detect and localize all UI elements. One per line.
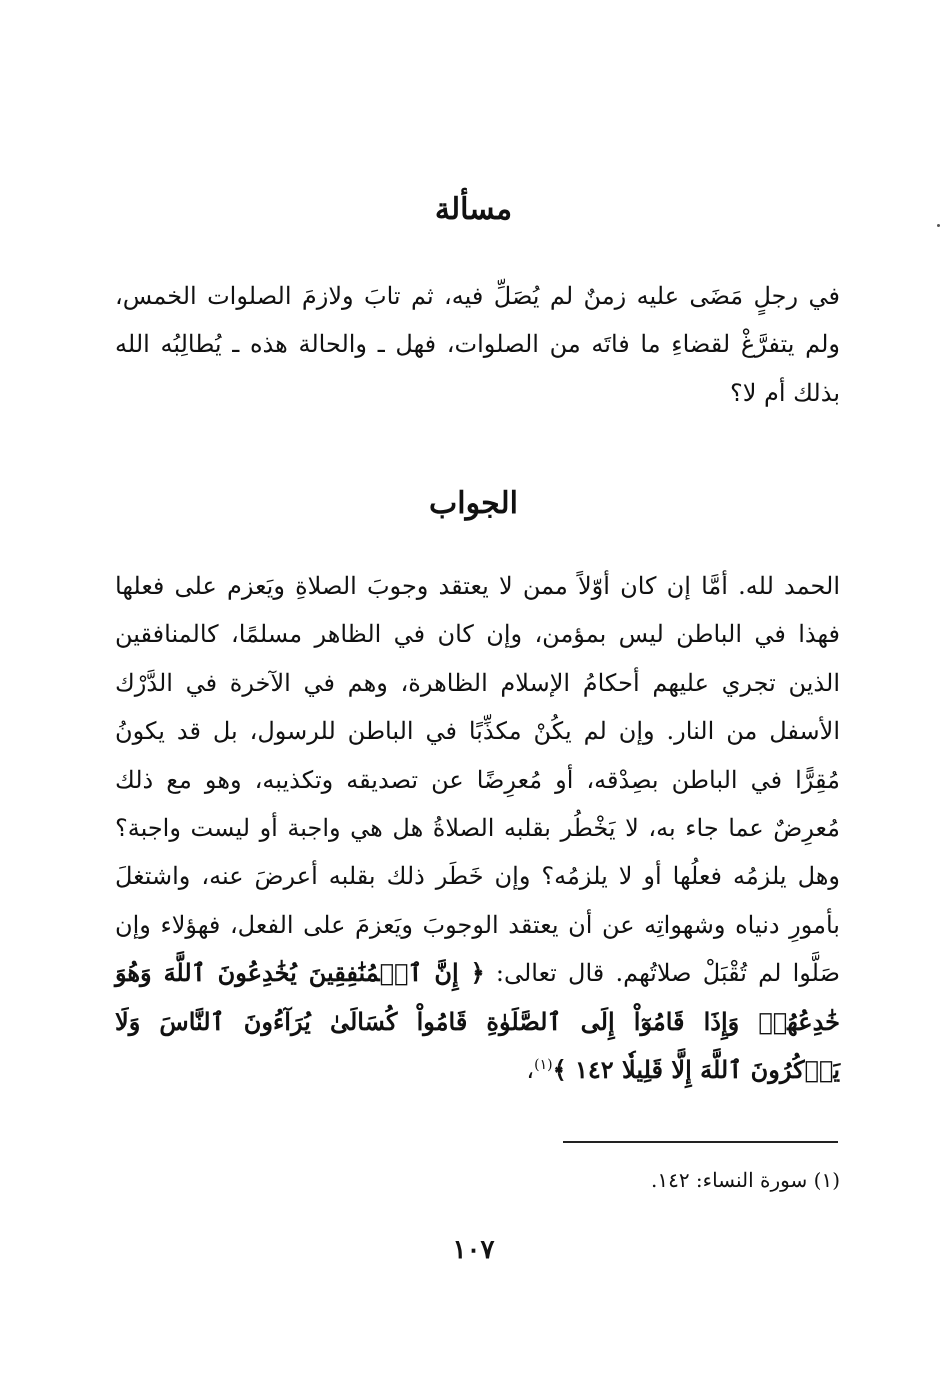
answer-heading: الجواب	[429, 486, 518, 521]
quran-verse: ﴿ إِنَّ ٱلۡمُنَٰفِقِينَ يُخَٰدِعُونَ ٱللَّهَ وَهُوَ خَٰدِعُهُمۡ وَإِذَا قَامُوٓاْ إِلَى ٱلصَّلَوٰةِ قَامُواْ كُسَالَىٰ يُرَآءُونَ ٱلنَّاسَ وَلَا يَذۡكُرُونَ ٱللَّهَ إِلَّا قَلِيلٗا ١٤٢ ﴾	[115, 958, 840, 1085]
question-heading: مسألة	[434, 192, 513, 227]
footnote-divider	[563, 1141, 838, 1143]
answer-body-text: الحمد لله. أمَّا إن كان أوّلاً ممن لا يعتقد وجوبَ الصلاةِ ويَعزم على فعلها فهذا في الباطن ليس بمؤمن، وإن كان في الظاهر مسلمًا، كالمنافقين الذين تجري عليهم أحكامُ الإسلام الظاهرة، وهم في الآخرة في الدَّرْك الأسفل من النار. وإن لم يكُنْ مكذِّبًا في الباطن للرسول، بل قد يكونُ مُقِرًّا في الباطن بصِدْقه، أو مُعرِضًا عن تصديقه وتكذيبه، وهو مع ذلك مُعرِضٌ عما جاء به، لا يَخْطُر بقلبه الصلاةُ هل هي واجبة أو ليست واجبة؟ وهل يلزمُه فعلُها أو لا يلزمُه؟ وإن خَطَر ذلك بقلبه أعرضَ عنه، واشتغلَ بأمورِ دنياه وشهواتِه عن أن يعتقد الوجوبَ ويَعزمَ على الفعل، فهؤلاء وإن صَلَّوا لم تُقْبَلْ صلاتُهم. قال تعالى:	[115, 572, 841, 988]
page-number: ١٠٧	[452, 1235, 495, 1265]
question-paragraph: في رجلٍ مَضَى عليه زمنٌ لم يُصَلِّ فيه، ثم تابَ ولازمَ الصلوات الخمس، ولم يتفرَّغْ لقضاءِ ما فاتَه من الصلوات، فهل ـ والحالة هذه ـ يُطالِبُه الله بذلك أم لا؟	[115, 282, 840, 407]
footnote-text: (١) سورة النساء: ١٤٢.	[650, 1168, 840, 1192]
answer-paragraph	[115, 562, 840, 1094]
margin-speck	[937, 224, 940, 227]
answer-trailing-punctuation: ،	[526, 1056, 535, 1085]
footnote-reference: (١)	[534, 1057, 553, 1074]
